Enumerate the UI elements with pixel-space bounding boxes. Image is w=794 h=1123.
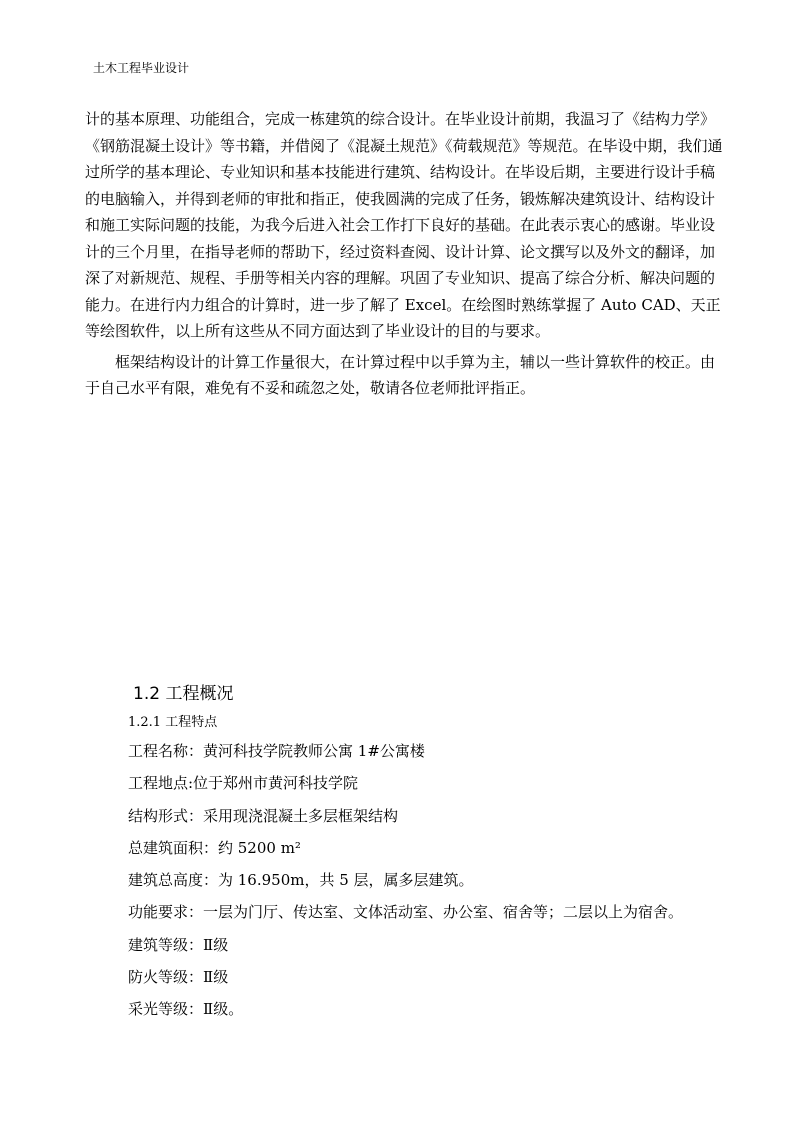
fact-structure-type: 结构形式：采用现浇混凝土多层框架结构 [128,806,399,825]
fact-total-area: 总建筑面积：约 5200 m² [128,838,301,857]
fact-fire-grade: 防火等级：Ⅱ级 [128,968,229,987]
section-title: 1.2 工程概况 [133,684,234,704]
fact-lighting-grade: 采光等级：Ⅱ级。 [128,1000,244,1019]
fact-building-grade: 建筑等级：Ⅱ级 [128,935,229,954]
paragraph-1: 计的基本原理、功能组合，完成一栋建筑的综合设计。在毕业设计前期，我温习了《结构力学》《钢筋混凝土设计》等书籍，并借阅了《混凝土规范》《荷载规范》等规范。在毕设中期，我们通过所学的基本理论、专业知识和基本技能进行建筑、结构设计。在毕设后期，主要进行设计手稿的电脑输入，并得到老师的审批和指正，使我圆满的完成了任务，锻炼解决建筑设计、结构设计和施工实际问题的技能，为我今后进入社会工作打下良好的基础。在此表示衷心的感谢。毕业设计的三个月里，在指导老师的帮助下，经过资料查阅、设计计算、论文撰写以及外文的翻译，加深了对新规范、规程、手册等相关内容的理解。巩固了专业知识、提高了综合分析、解决问题的能力。在进行内力组合的计算时，进一步了解了 Excel。在绘图时熟练掌握了 Auto CAD、天正等绘图软件，以上所有这些从不同方面达到了毕业设计的目的与要求。 [85,110,723,340]
fact-total-height: 建筑总高度：为 16.950m，共 5 层，属多层建筑。 [128,871,474,890]
page-header: 土木工程毕业设计 [93,61,190,75]
subsection-title: 1.2.1 工程特点 [128,715,218,730]
fact-project-location: 工程地点:位于郑州市黄河科技学院 [128,774,359,793]
body-text [85,106,725,402]
paragraph-2: 框架结构设计的计算工作量很大，在计算过程中以手算为主，辅以一些计算软件的校正。由于自己水平有限，难免有不妥和疏忽之处，敬请各位老师批评指正。 [85,352,716,397]
fact-project-name: 工程名称：黄河科技学院教师公寓 1#公寓楼 [128,742,425,760]
fact-function-requirements: 功能要求：一层为门厅、传达室、文体活动室、办公室、宿舍等；二层以上为宿舍。 [128,903,684,922]
project-facts-list [128,735,683,1026]
